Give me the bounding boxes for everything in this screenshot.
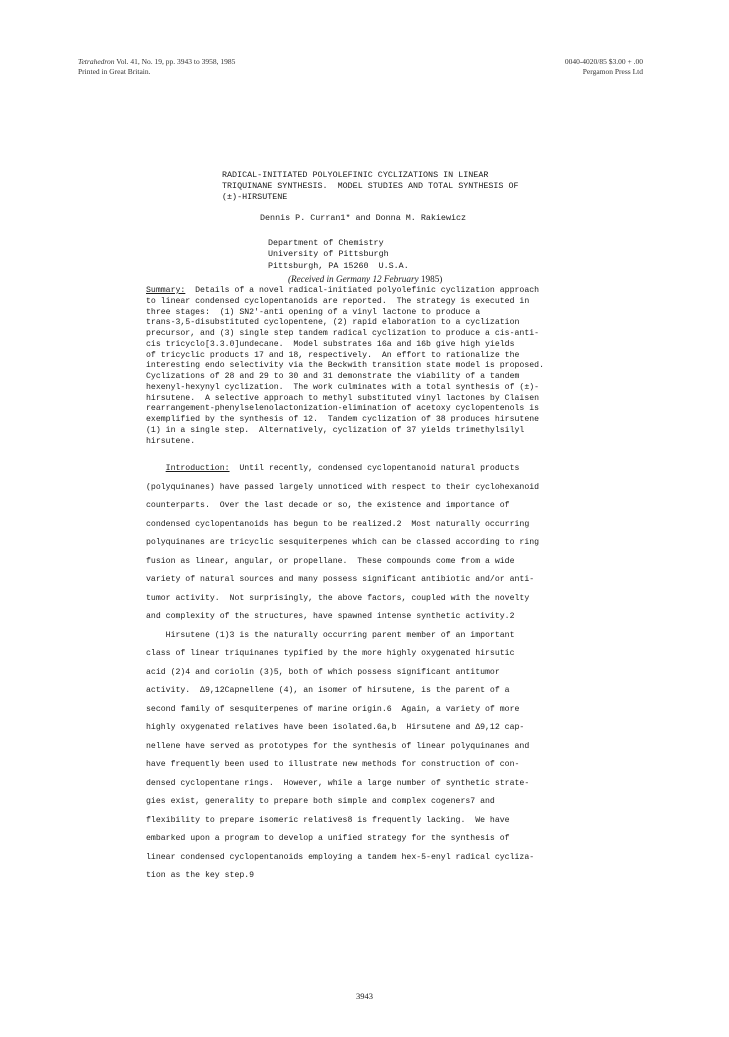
affiliation [268,238,409,272]
body-line: activity. Δ9,12Capnellene (4), an isomer of hirsutene, is the parent of a [146,686,510,695]
summary-line: of tricyclic products 17 and 18, respectively. An effort to rationalize the [146,350,520,360]
body-line: variety of natural sources and many possess significant antibiotic and/or anti- [146,575,535,584]
summary-line: rearrangement-phenylselenolactonization-elimination of acetoxy cyclopentenols is [146,404,540,414]
introduction-section [146,460,616,886]
summary-line: hirsutene. A selective approach to methyl substituted vinyl lactones by Claisen [146,393,540,403]
summary-line: exemplified by the synthesis of 12. Tandem cyclization of 38 produces hirsutene [146,415,540,424]
author-list: Dennis P. Curran1* and Donna M. Rakiewicz [260,213,467,223]
body-line: acid (2)4 and coriolin (3)5, both of which possess significant antitumor [146,667,500,677]
summary-block [146,286,606,447]
body-line: polyquinanes are tricyclic sesquiterpenes which can be classed according to ring [146,538,540,547]
body-line: have frequently been used to illustrate new methods for construction of con- [146,760,520,769]
summary-line: to linear condensed cyclopentanoids are reported. The strategy is executed in [146,296,530,306]
body-line: flexibility to prepare isomeric relatives8 is frequently lacking. We have [146,815,510,825]
header-right [565,57,643,76]
journal-name: Tetrahedron [78,57,115,66]
body-line [146,460,616,479]
affiliation-city: Pittsburgh, PA 15260 U.S.A. [268,260,409,271]
title-line-3: (±)-HIRSUTENE [222,192,288,203]
received-day: 12 February [372,274,419,284]
body-line: highly oxygenated relatives have been isolated.6a,b Hirsutene and Δ9,12 cap- [146,723,525,732]
article-title [222,170,642,204]
body-line: class of linear triquinanes typified by the more highly oxygenated hirsutic [146,649,515,658]
body-line: densed cyclopentane rings. However, while a large number of synthetic strate- [146,778,530,788]
summary-label: Summary: [146,286,186,295]
received-label: (Received in Germany [288,274,371,284]
intro-label: Introduction: [165,464,230,473]
issn-code: 0040-4020/85 $3.00 + .00 [564,57,643,66]
affiliation-univ: University of Pittsburgh [268,249,389,260]
publisher: Pergamon Press Ltd [582,66,643,76]
summary-line: precursor, and (3) single step tandem radical cyclization to produce a cis-anti- [146,329,540,338]
body-line: tumor activity. Not surprisingly, the above factors, coupled with the novelty [146,593,530,603]
printed-note: Printed in Great Britain. [78,66,151,76]
body-text: Until recently, condensed cyclopentanoid natural products [229,464,520,473]
body-line: embarked upon a program to develop a unified strategy for the synthesis of [146,834,510,843]
summary-line [146,286,606,297]
body-line: second family of sesquiterpenes of marine origin.6 Again, a variety of more [146,704,520,714]
summary-text: Details of a novel radical-initiated polyolefinic cyclization approach [185,286,540,295]
summary-line: cis tricyclo[3.3.0]undecane. Model substrates 16a and 16b give high yields [146,339,515,349]
body-line: tion as the key step.9 [146,871,255,880]
summary-line: hexenyl-hexynyl cyclization. The work culminates with a total synthesis of (±)- [146,382,540,392]
title-line-2: TRIQUINANE SYNTHESIS. MODEL STUDIES AND TOTAL SYNTHESIS OF [222,181,519,192]
body-line: counterparts. Over the last decade or so, the existence and importance of [146,501,510,510]
summary-line: trans-3,5-disubstituted cyclopentene, (2) rapid elaboration to a cyclization [146,318,520,328]
journal-citation: Vol. 41, No. 19, pp. 3943 to 3958, 1985 [114,57,236,66]
body-line: fusion as linear, angular, or propellane. These compounds come from a wide [146,556,515,566]
body-line: and complexity of the structures, have spawned intense synthetic activity.2 [146,612,515,621]
body-line: nellene have served as prototypes for the synthesis of linear polyquinanes and [146,741,530,751]
summary-line: Cyclizations of 28 and 29 to 30 and 31 demonstrate the viability of a tandem [146,372,520,381]
received-date [288,274,442,284]
body-line: condensed cyclopentanoids has begun to be realized.2 Most naturally occurring [146,519,530,529]
summary-line: (1) in a single step. Alternatively, cyclization of 37 yields trimethylsilyl [146,425,525,435]
body-line: gies exist, generality to prepare both simple and complex cogeners7 and [146,797,495,806]
page-number: 3943 [356,991,373,1001]
summary-line: three stages: (1) SN2'-anti opening of a vinyl lactone to produce a [146,307,481,317]
body-line: Hirsutene (1)3 is the naturally occurring parent member of an important [146,630,515,640]
received-year: 1985) [420,274,443,284]
affiliation-dept: Department of Chemistry [268,238,384,248]
title-line-1: RADICAL-INITIATED POLYOLEFINIC CYCLIZATIONS IN LINEAR [222,170,489,180]
summary-line: interesting endo selectivity via the Beckwith transition state model is proposed. [146,361,544,371]
body-line: (polyquinanes) have passed largely unnoticed with respect to their cyclohexanoid [146,482,540,492]
body-line: linear condensed cyclopentanoids employing a tandem hex-5-enyl radical cycliza- [146,852,535,862]
summary-line: hirsutene. [146,436,196,446]
header-left [78,57,235,76]
